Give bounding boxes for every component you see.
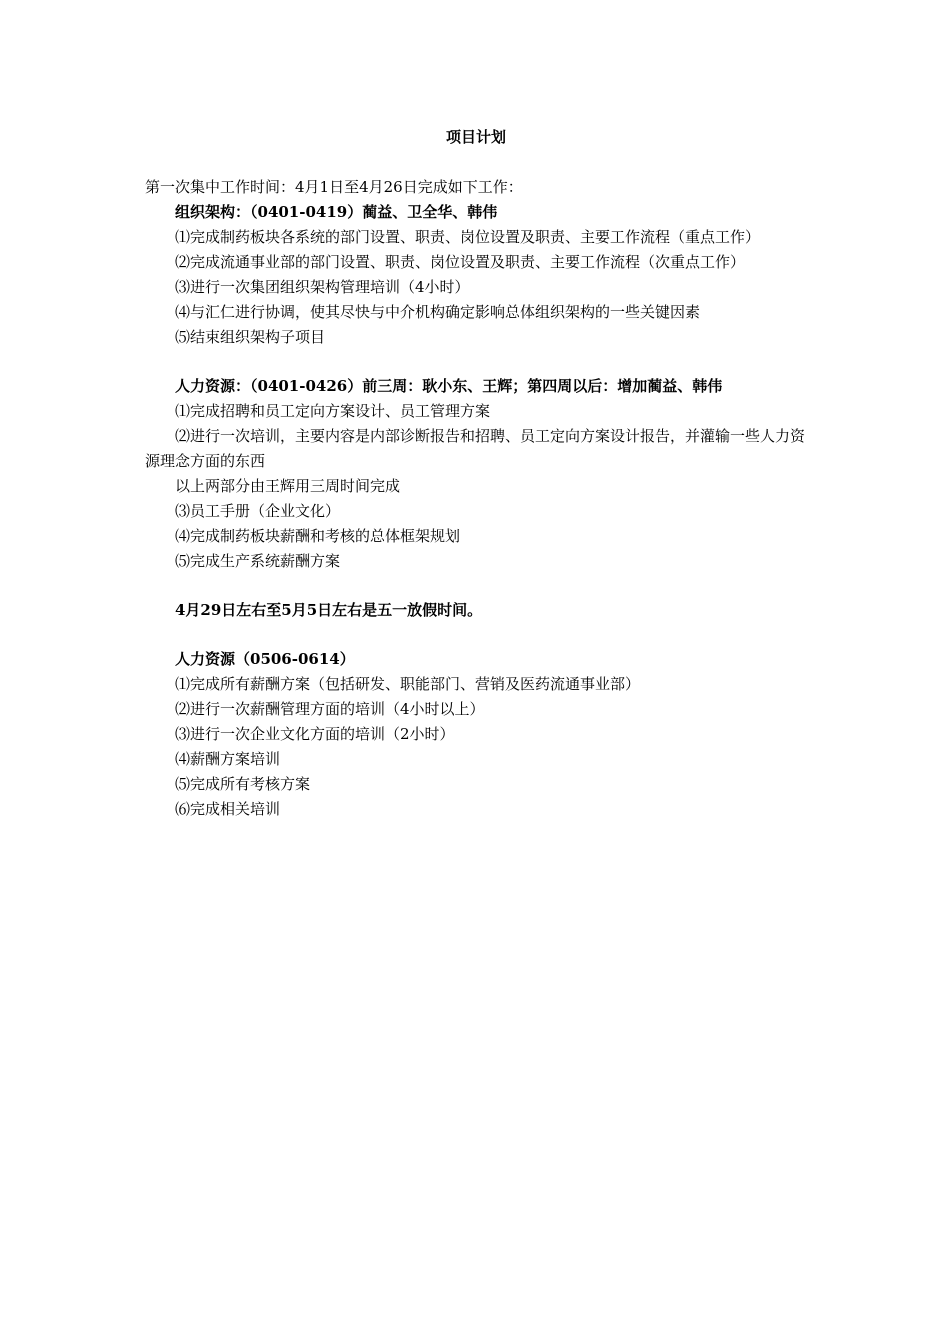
list-item: ⑴完成制药板块各系统的部门设置、职责、岗位设置及职责、主要工作流程（重点工作） [175,228,761,246]
list-item: ⑸结束组织架构子项目 [175,328,326,346]
list-item: ⑴完成招聘和员工定向方案设计、员工管理方案 [175,402,491,420]
list-item: ⑸完成生产系统薪酬方案 [175,552,341,570]
list-item: ⑷完成制药板块薪酬和考核的总体框架规划 [175,527,461,545]
list-item: ⑵完成流通事业部的部门设置、职责、岗位设置及职责、主要工作流程（次重点工作） [175,253,746,271]
list-item: ⑸完成所有考核方案 [175,775,311,793]
page-title: 项目计划 [445,128,506,146]
section-hr-heading: 人力资源：（0401-0426）前三周：耿小东、王辉；第四周以后：增加蔺益、韩伟 [175,377,723,395]
list-item: ⑶进行一次企业文化方面的培训（2小时） [175,725,455,743]
list-item: ⑵进行一次薪酬管理方面的培训（4小时以上） [175,700,485,718]
list-item: ⑷与汇仁进行协调，使其尽快与中介机构确定影响总体组织架构的一些关键因素 [175,303,701,321]
list-item: ⑴完成所有薪酬方案（包括研发、职能部门、营销及医药流通事业部） [175,675,641,693]
document-body [145,175,807,822]
intro-paragraph: 第一次集中工作时间：4月1日至4月26日完成如下工作： [145,178,523,196]
paragraph-spacer [145,574,807,598]
section-org-heading: 组织架构：（0401-0419）蔺益、卫全华、韩伟 [175,203,498,221]
holiday-note: 4月29日左右至5月5日左右是五一放假时间。 [175,601,483,619]
list-item: ⑶员工手册（企业文化） [175,502,341,520]
list-item: ⑷薪酬方案培训 [175,750,281,768]
paragraph-spacer [145,350,807,374]
list-item: ⑹完成相关培训 [175,800,281,818]
section-hr2-heading: 人力资源（0506-0614） [175,650,355,668]
paragraph-spacer [145,623,807,647]
list-item: ⑵进行一次培训，主要内容是内部诊断报告和招聘、员工定向方案设计报告，并灌输一些人力资源理念方面的东西 [145,427,806,470]
list-item: ⑶进行一次集团组织架构管理培训（4小时） [175,278,470,296]
list-item: 以上两部分由王辉用三周时间完成 [175,477,401,495]
